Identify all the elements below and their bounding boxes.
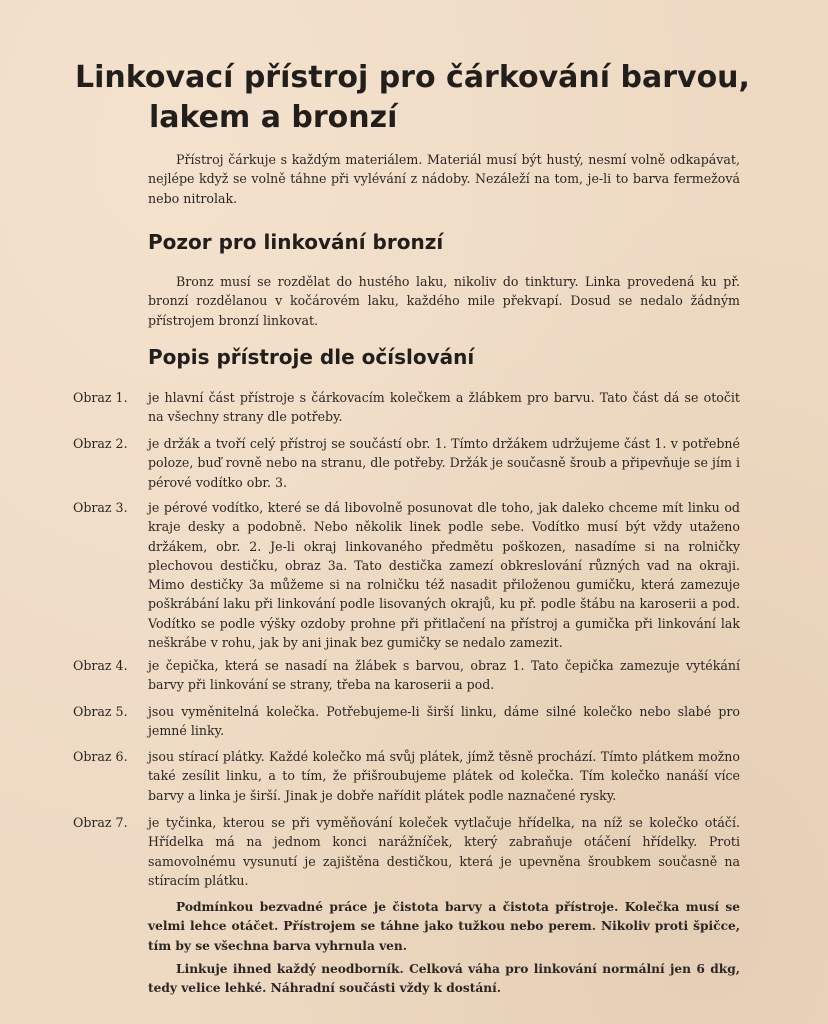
figure-label: Obraz 3. bbox=[73, 500, 128, 515]
figure-text: je tyčinka, kterou se při vyměňování koleček vytlačuje hřídelka, na níž se kolečko otáčí. Hřídelka má na jednom konci narážníček, který zabraňuje otáčení hřídelky. Proti samovolnému vysunutí je zajištěna destičkou, která je upevněna šroubkem současně na stíracím plátku. bbox=[148, 815, 740, 888]
figure-label: Obraz 4. bbox=[73, 658, 128, 673]
figure-label: Obraz 2. bbox=[73, 436, 128, 451]
bronze-paragraph: Bronz musí se rozdělat do hustého laku, nikoliv do tinktury. Linka provedená ku př. bronzí rozdělanou v kočárovém laku, každého mile překvapí. Dosud se nedalo žádným přístrojem bronzí linkovat. bbox=[148, 274, 740, 328]
figure-text: je hlavní část přístroje s čárkovacím kolečkem a žlábkem pro barvu. Tato část dá se otočit na všechny strany dle potřeby. bbox=[148, 390, 740, 425]
figure-label: Obraz 6. bbox=[73, 749, 128, 764]
figure-text: je čepička, která se nasadí na žlábek s barvou, obraz 1. Tato čepička zamezuje vytékání barvy při linkování se strany, třeba na karoserii a pod. bbox=[148, 658, 740, 693]
figure-label: Obraz 7. bbox=[73, 815, 128, 830]
closing-paragraph-1: Podmínkou bezvadné práce je čistota barvy a čistota přístroje. Kolečka musí se velmi lehce otáčet. Přístrojem se táhne jako tužkou nebo perem. Nikoliv proti špičce, tím by se všechna barva vyhrnula ven. bbox=[148, 900, 740, 953]
figure-label: Obraz 1. bbox=[73, 390, 128, 405]
title-line-2: lakem a bronzí bbox=[149, 100, 398, 135]
figure-text: jsou vyměnitelná kolečka. Potřebujeme-li širší linku, dáme silné kolečko nebo slabé pro jemné linky. bbox=[148, 704, 740, 739]
closing-paragraph-2: Linkuje ihned každý neodborník. Celková váha pro linkování normální jen 6 dkg, tedy velice lehké. Náhradní součásti vždy k dostání. bbox=[148, 962, 740, 996]
figure-text: je držák a tvoří celý přístroj se součástí obr. 1. Tímto držákem udržujeme část 1. v potřebné poloze, buď rovně nebo na stranu, dle potřeby. Držák je současně šroub a připevňuje se jím i pérové vodítko obr. 3. bbox=[148, 436, 740, 490]
section-heading-bronze: Pozor pro linkování bronzí bbox=[148, 230, 444, 254]
figure-text: jsou stírací plátky. Každé kolečko má svůj plátek, jímž těsně prochází. Tímto plátkem možno také zesílit linku, a to tím, že přišroubujeme plátek od kolečka. Tím kolečko nanáší více barvy a linka je širší. Jinak je dobře nařídit plátek podle naznačené rysky. bbox=[148, 749, 740, 803]
figure-label: Obraz 5. bbox=[73, 704, 128, 719]
section-heading-description: Popis přístroje dle očíslování bbox=[148, 345, 475, 369]
intro-paragraph: Přístroj čárkuje s každým materiálem. Materiál musí být hustý, nesmí volně odkapávat, nejlépe když se volně táhne při vylévání z nádoby. Nezáleží na tom, je-li to barva fermežová nebo nitrolak. bbox=[148, 152, 740, 206]
page-title bbox=[75, 58, 795, 138]
figure-text: je pérové vodítko, které se dá libovolně posunovat dle toho, jak daleko chceme mít linku od kraje desky a podobně. Nebo několik linek podle sebe. Vodítko musí být vždy utaženo držákem, obr. 2. Je-li okraj linkovaného předmětu poškozen, nasadíme si na rolničky plechovou destičku, obraz 3a. Tato destička zamezí obkreslování různých vad na okraji. Mimo destičky 3a můžeme si na rolničku též nasadit přiloženou gumičku, která zamezuje poškrábání laku při linkování podle lisovaných okrajů, ku př. podle štábu na karoserii a pod. Vodítko se podle výšky ozdoby prohne při přitlačení na přístroj a gumička při linkování lak neškrábe v rohu, jak by ani jinak bez gumičky se nedalo zamezit. bbox=[148, 500, 740, 651]
title-line-1: Linkovací přístroj pro čárkování barvou, bbox=[75, 60, 750, 95]
